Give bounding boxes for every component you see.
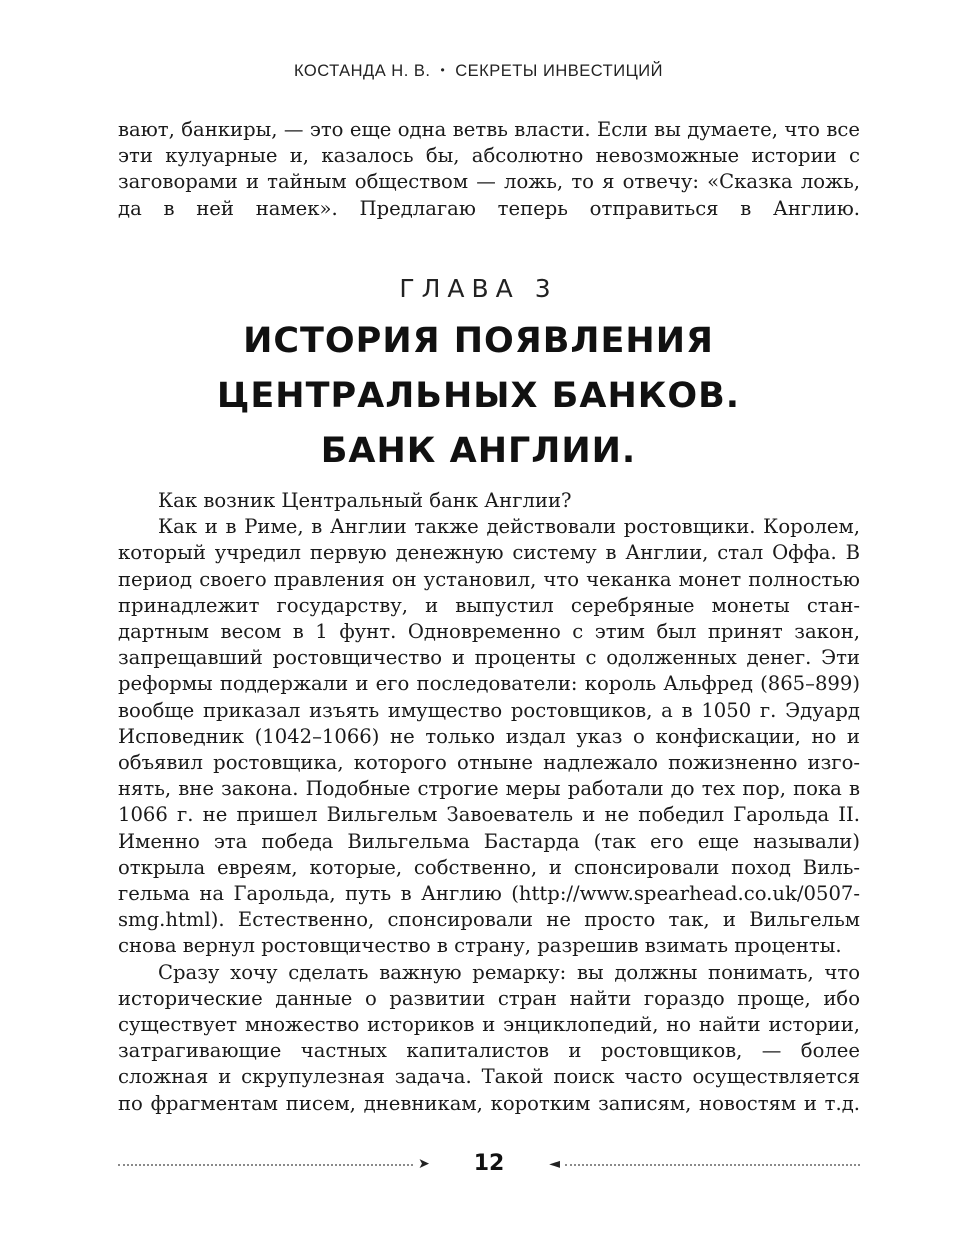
body-text: [118, 488, 860, 1117]
running-header: [0, 62, 957, 81]
header-separator: •: [440, 63, 446, 77]
chapter-title: [0, 314, 957, 479]
right-pointing-arrow-icon: ➤: [418, 1156, 430, 1172]
chapter-title-line: БАНК АНГЛИИ.: [320, 431, 637, 471]
paragraph: Как возник Центральный банк Англии?: [158, 489, 572, 512]
page-footer: [118, 1148, 860, 1180]
left-pointing-arrow-icon: ◄: [549, 1156, 560, 1172]
chapter-label: ГЛАВА 3: [399, 274, 558, 303]
chapter-title-line: ЦЕНТРАЛЬНЫХ БАНКОВ.: [216, 376, 741, 416]
footer-dotted-rule-right: [565, 1164, 860, 1166]
chapter-title-line: ИСТОРИЯ ПОЯВЛЕНИЯ: [243, 321, 714, 361]
paragraph: Сразу хочу сделать важную ремарку: вы должны понимать, что исторические данные о развитии стран найти гораздо проще, ибо существует множество историков и энциклопедий, но найти истории, затрагивающие частных капиталистов и ростовщиков, — более сложная и скрупулезная задача. Такой поиск часто осуществляется по фрагментам писем, дневникам, коротким записям, новостям и т.д.: [118, 960, 860, 1115]
intro-paragraph: вают, банкиры, — это еще одна ветвь власти. Если вы думаете, что все эти кулуарные и, казалось бы, абсолютно невозможные истории с заговорами и тайным обществом — ложь, то я отвечу: «Сказка ложь, да в ней намек». Предлагаю теперь отправиться в Англию.: [118, 118, 860, 220]
paragraph: Как и в Риме, в Англии также действовали ростовщики. Королем, который учредил первую денежную систему в Англии, стал Оффа. В период своего правления он установил, что чеканка монет полностью принадлежит государству, и выпустил серебряные монеты стандартным весом в 1 фунт. Одновременно с этим был принят закон, запрещавший ростовщичество и проценты с одолженных денег. Эти реформы поддержали и его последователи: король Альфред (865–899) вообще приказал изъять имущество ростовщиков, а в 1050 г. Эдуард Исповедник (1042–1066) не только издал указ о конфискации, но и объявил ростовщика, которого отныне надлежало пожизненно изгонять, вне закона. Подобные строгие меры работали до тех пор, пока в 1066 г. не пришел Вильгельм Завоеватель и не победил Гарольда II. Именно эта победа Вильгельма Бастарда (так его еще называли) открыла евреям, которые, собственно, и спонсировали поход Вильгельма на Гарольда, путь в Англию (http://www.spearhead.co.uk/0507-smg.html). Естественно, спонсировали не просто так, и Вильгельм снова вернул ростовщичество в страну, разрешив взимать проценты.: [118, 515, 860, 958]
header-book-title: СЕКРЕТЫ ИНВЕСТИЦИЙ: [455, 62, 664, 80]
intro-text: [118, 117, 860, 222]
header-author: КОСТАНДА Н. В.: [293, 62, 431, 80]
page-number: 12: [473, 1151, 505, 1176]
